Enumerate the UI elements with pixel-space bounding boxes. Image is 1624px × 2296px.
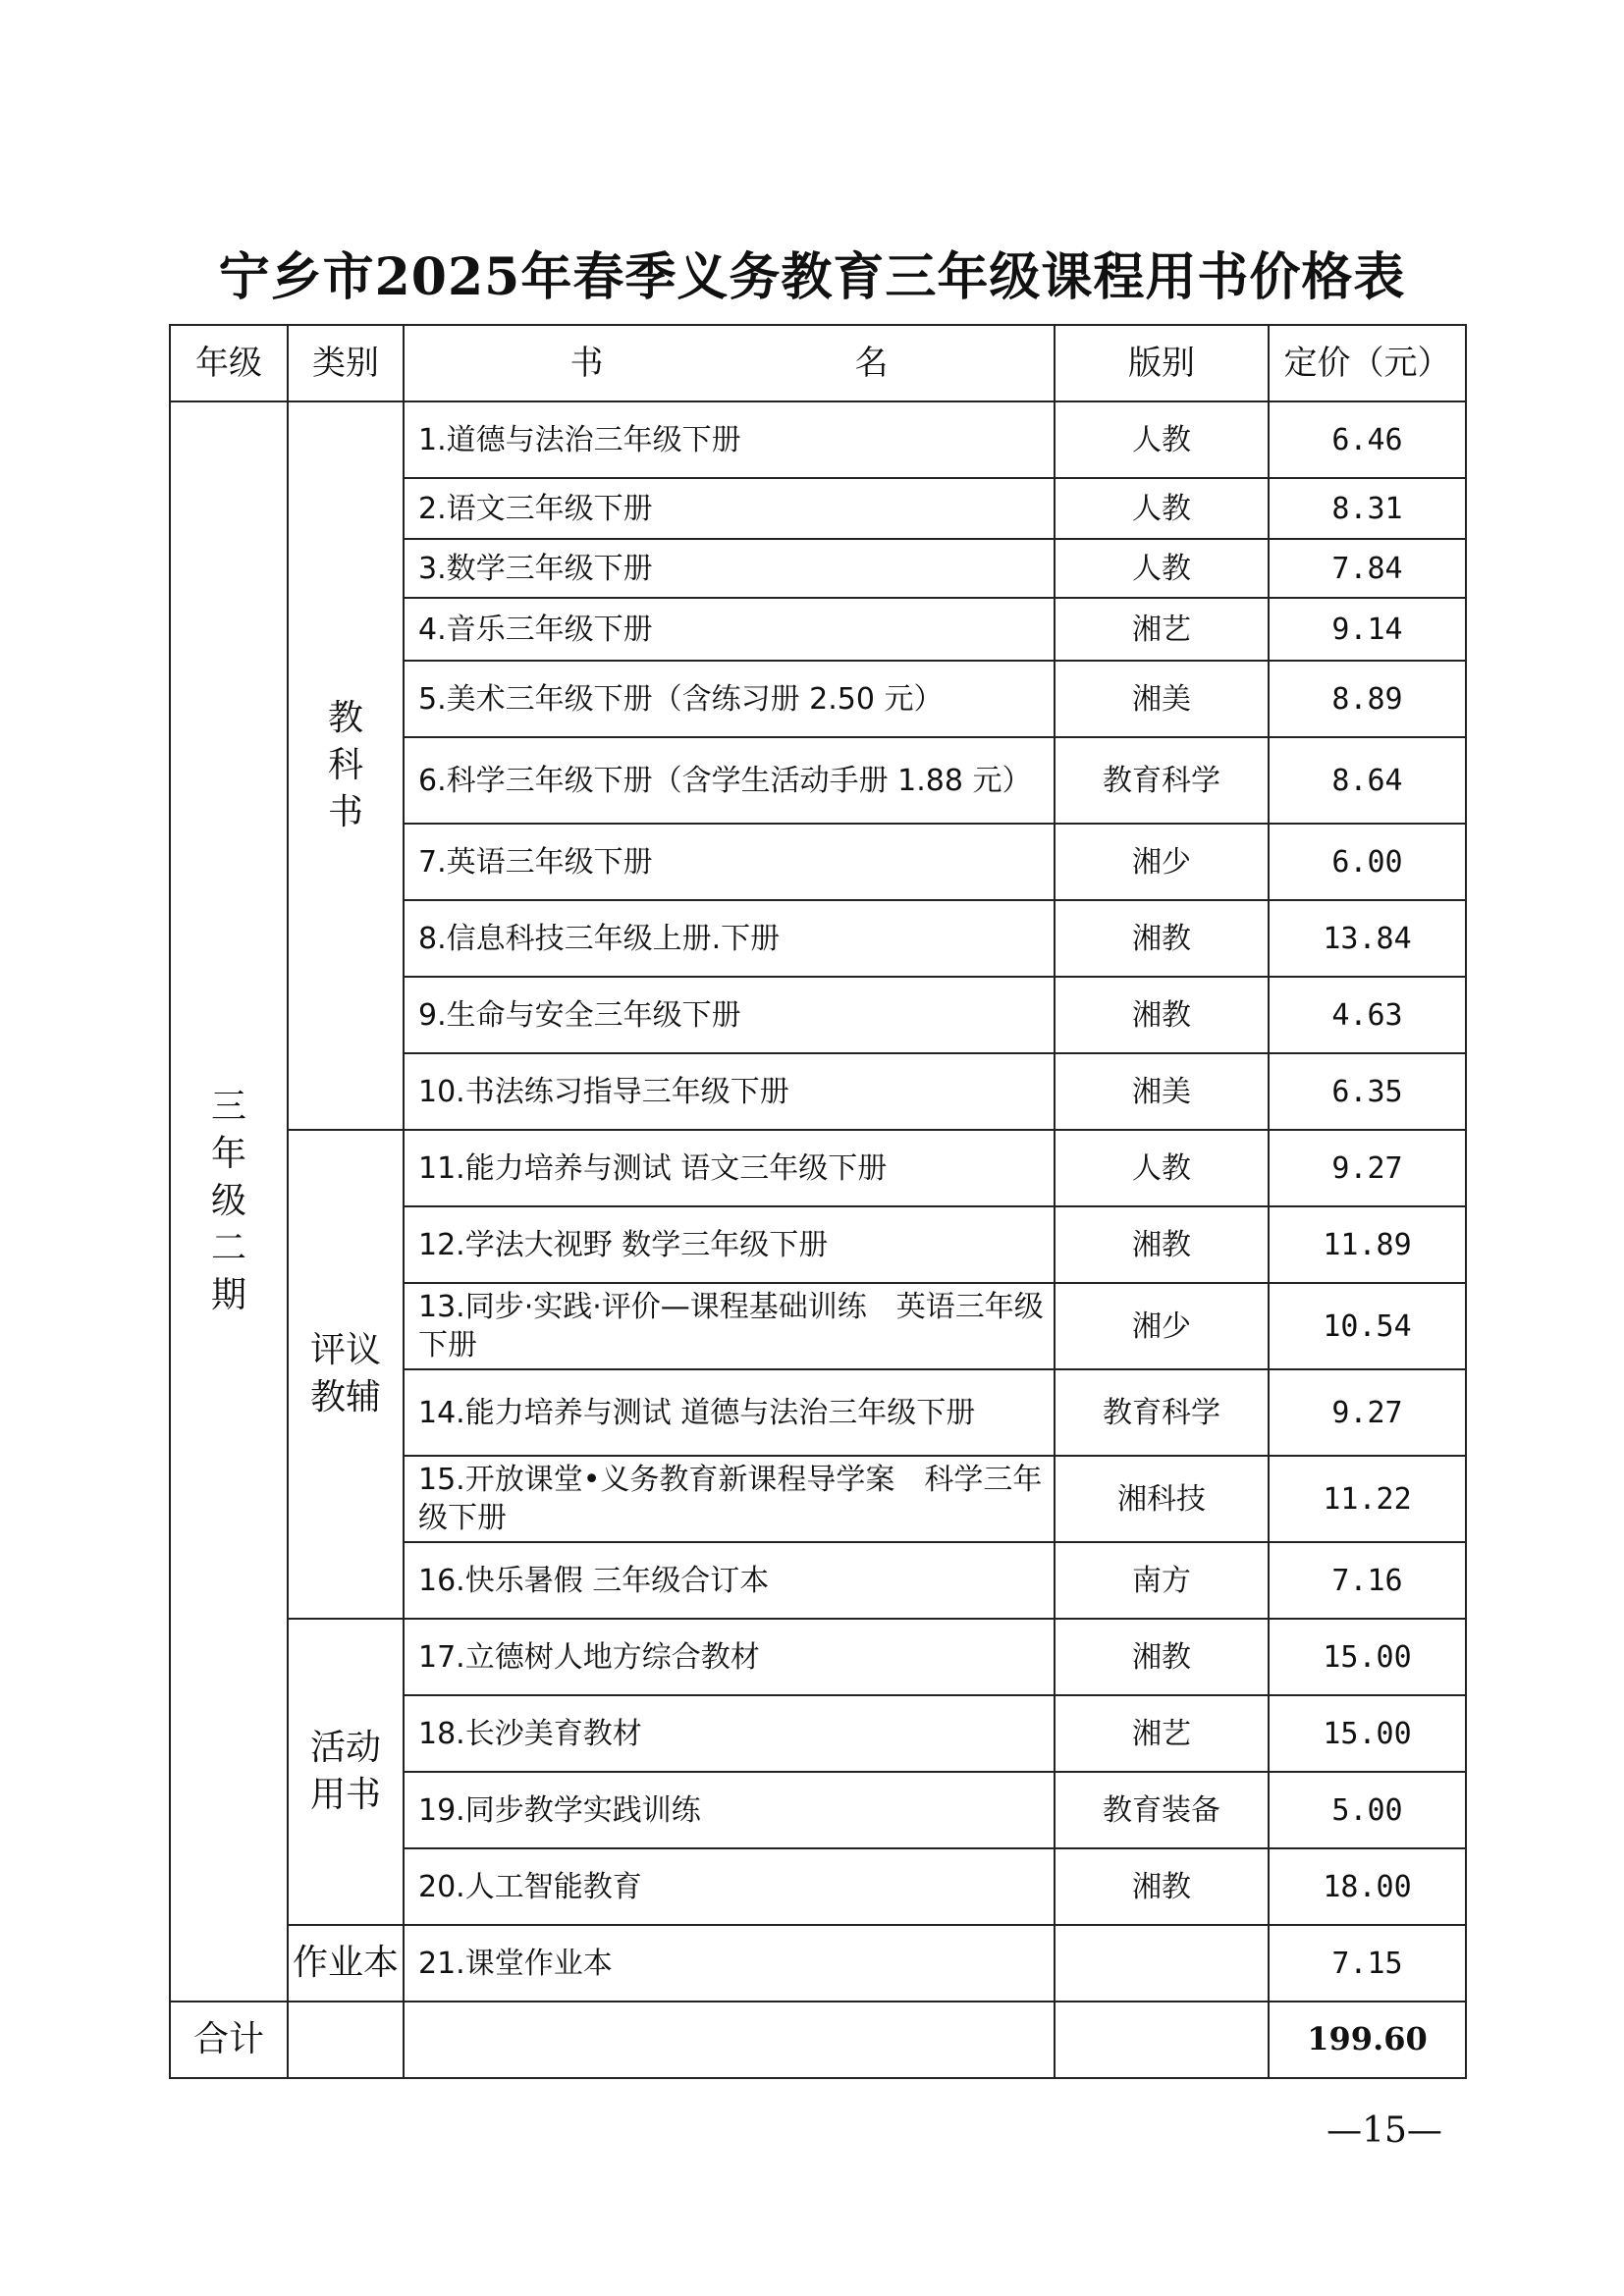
book-name: 17.立德树人地方综合教材 — [404, 1619, 1055, 1695]
category-char: 科 — [327, 745, 363, 785]
table-row — [170, 1925, 1466, 2002]
book-name: 16.快乐暑假 三年级合订本 — [404, 1542, 1055, 1619]
publisher: 人教 — [1055, 1130, 1269, 1206]
category-textbook — [288, 401, 404, 1130]
publisher: 湘教 — [1055, 1848, 1269, 1925]
page-number: —15— — [1326, 2110, 1442, 2151]
book-name: 21.课堂作业本 — [404, 1925, 1055, 2002]
total-empty-cell — [1055, 2002, 1269, 2078]
total-row — [170, 2002, 1466, 2078]
book-name: 6.科学三年级下册（含学生活动手册 1.88 元） — [404, 737, 1055, 824]
header-book-name-char1: 书 — [569, 343, 604, 383]
publisher: 湘教 — [1055, 1206, 1269, 1283]
book-name: 13.同步·实践·评价—课程基础训练 英语三年级下册 — [404, 1283, 1055, 1369]
price: 11.89 — [1269, 1206, 1466, 1283]
header-book-name-char2: 名 — [854, 343, 889, 383]
book-name: 15.开放课堂•义务教育新课程导学案 科学三年级下册 — [404, 1456, 1055, 1542]
price: 4.63 — [1269, 977, 1466, 1053]
header-book-name — [404, 325, 1055, 401]
book-name: 10.书法练习指导三年级下册 — [404, 1053, 1055, 1130]
publisher: 人教 — [1055, 539, 1269, 598]
book-name: 11.能力培养与测试 语文三年级下册 — [404, 1130, 1055, 1206]
book-name: 2.语文三年级下册 — [404, 478, 1055, 539]
publisher: 湘艺 — [1055, 1695, 1269, 1772]
publisher: 教育科学 — [1055, 737, 1269, 824]
publisher: 湘少 — [1055, 824, 1269, 900]
total-label: 合计 — [170, 2002, 288, 2078]
price-table — [169, 324, 1467, 2079]
price: 8.89 — [1269, 661, 1466, 737]
price: 13.84 — [1269, 900, 1466, 977]
category-line: 用书 — [309, 1775, 381, 1815]
category-char: 书 — [327, 792, 363, 832]
header-category: 类别 — [288, 325, 404, 401]
publisher: 教育装备 — [1055, 1772, 1269, 1848]
publisher: 湘教 — [1055, 900, 1269, 977]
book-name: 14.能力培养与测试 道德与法治三年级下册 — [404, 1369, 1055, 1456]
category-char: 教 — [327, 698, 363, 738]
grade-char: 二 — [210, 1228, 246, 1268]
publisher: 南方 — [1055, 1542, 1269, 1619]
table-header-row — [170, 325, 1466, 401]
total-empty-cell — [288, 2002, 404, 2078]
book-name: 18.长沙美育教材 — [404, 1695, 1055, 1772]
category-line: 评议 — [309, 1330, 381, 1370]
publisher: 教育科学 — [1055, 1369, 1269, 1456]
book-name: 1.道德与法治三年级下册 — [404, 401, 1055, 478]
publisher: 人教 — [1055, 478, 1269, 539]
header-grade: 年级 — [170, 325, 288, 401]
grade-char: 期 — [210, 1275, 246, 1315]
page-title: 宁乡市2025年春季义务教育三年级课程用书价格表 — [218, 247, 1406, 307]
publisher: 湘美 — [1055, 661, 1269, 737]
category-line: 教辅 — [309, 1377, 381, 1417]
price: 7.84 — [1269, 539, 1466, 598]
book-name: 8.信息科技三年级上册.下册 — [404, 900, 1055, 977]
publisher: 湘科技 — [1055, 1456, 1269, 1542]
book-name: 7.英语三年级下册 — [404, 824, 1055, 900]
grade-char: 年 — [210, 1134, 246, 1174]
price: 7.16 — [1269, 1542, 1466, 1619]
publisher: 湘少 — [1055, 1283, 1269, 1369]
price: 8.64 — [1269, 737, 1466, 824]
book-name: 4.音乐三年级下册 — [404, 598, 1055, 661]
book-name: 3.数学三年级下册 — [404, 539, 1055, 598]
book-name: 9.生命与安全三年级下册 — [404, 977, 1055, 1053]
price: 6.35 — [1269, 1053, 1466, 1130]
header-price: 定价（元） — [1269, 325, 1466, 401]
price: 8.31 — [1269, 478, 1466, 539]
header-publisher: 版别 — [1055, 325, 1269, 401]
price: 18.00 — [1269, 1848, 1466, 1925]
total-empty-cell — [404, 2002, 1055, 2078]
publisher — [1055, 1925, 1269, 2002]
book-name: 5.美术三年级下册（含练习册 2.50 元） — [404, 661, 1055, 737]
grade-char: 级 — [210, 1181, 246, 1221]
category-tutoring — [288, 1130, 404, 1619]
publisher: 湘美 — [1055, 1053, 1269, 1130]
publisher: 人教 — [1055, 401, 1269, 478]
table-row — [170, 1130, 1466, 1206]
price: 5.00 — [1269, 1772, 1466, 1848]
price: 15.00 — [1269, 1695, 1466, 1772]
category-homework: 作业本 — [288, 1925, 404, 2002]
price: 9.27 — [1269, 1369, 1466, 1456]
grade-cell — [170, 401, 288, 2002]
price: 15.00 — [1269, 1619, 1466, 1695]
price: 7.15 — [1269, 1925, 1466, 2002]
price: 9.14 — [1269, 598, 1466, 661]
price: 9.27 — [1269, 1130, 1466, 1206]
publisher: 湘教 — [1055, 977, 1269, 1053]
publisher: 湘教 — [1055, 1619, 1269, 1695]
price: 6.00 — [1269, 824, 1466, 900]
price: 6.46 — [1269, 401, 1466, 478]
total-value: 199.60 — [1269, 2002, 1466, 2078]
table-row — [170, 401, 1466, 478]
price: 10.54 — [1269, 1283, 1466, 1369]
table-row — [170, 1619, 1466, 1695]
book-name: 20.人工智能教育 — [404, 1848, 1055, 1925]
price: 11.22 — [1269, 1456, 1466, 1542]
publisher: 湘艺 — [1055, 598, 1269, 661]
grade-char: 三 — [210, 1087, 246, 1127]
book-name: 19.同步教学实践训练 — [404, 1772, 1055, 1848]
category-activity — [288, 1619, 404, 1925]
book-name: 12.学法大视野 数学三年级下册 — [404, 1206, 1055, 1283]
category-line: 活动 — [309, 1728, 381, 1768]
